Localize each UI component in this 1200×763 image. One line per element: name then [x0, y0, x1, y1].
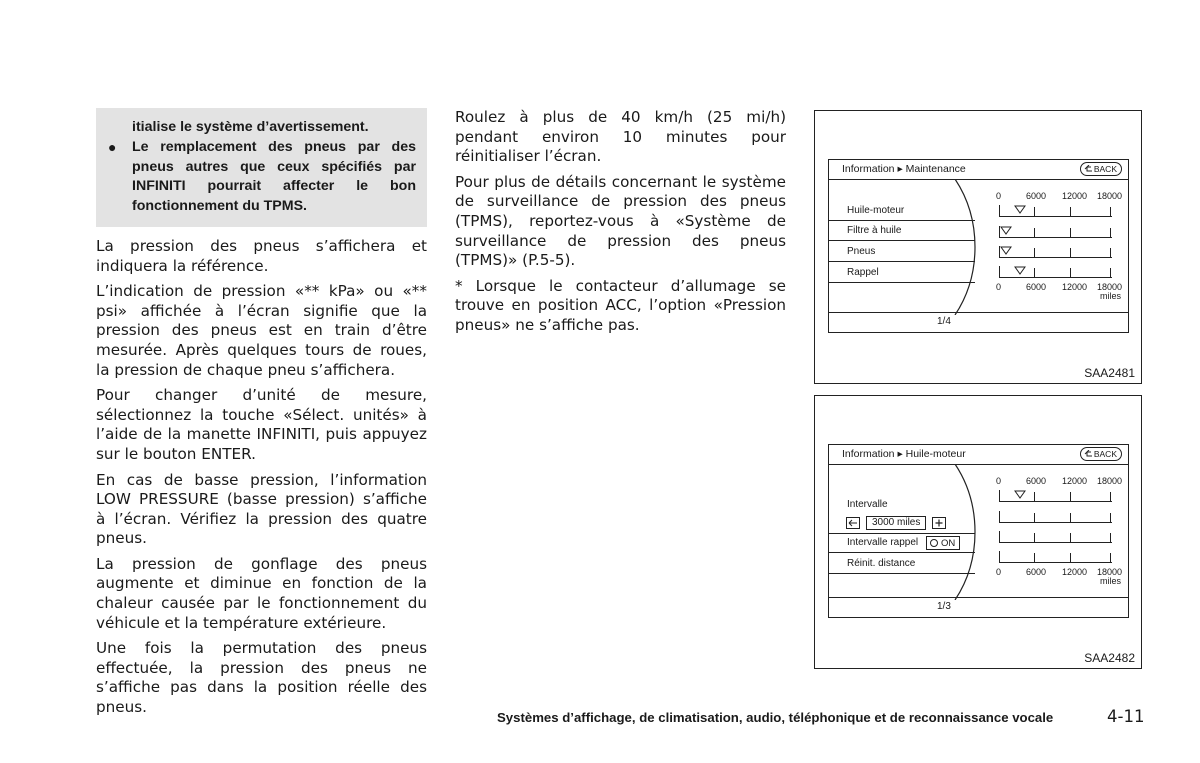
interval-bar — [999, 511, 1112, 523]
interval-bar — [999, 205, 1112, 217]
paragraph: Une fois la permutation des pneus effectuée, la pression des pneus ne s’affiche pas dans la position réelle des pneus. — [96, 639, 427, 717]
tick-label: 18000 — [1097, 282, 1123, 292]
tick-label: 18000 — [1097, 476, 1123, 486]
oil-screen — [828, 444, 1129, 618]
position-marker-icon — [1000, 226, 1012, 235]
scale-tick — [1110, 492, 1111, 501]
page-indicator: 1/3 — [937, 601, 951, 612]
plus-icon — [934, 519, 944, 527]
back-button[interactable] — [1080, 162, 1122, 176]
scale-tick — [1070, 268, 1071, 277]
paragraph: La pression des pneus s’affichera et indiquera la référence. — [96, 236, 427, 275]
menu-item-pneus[interactable] — [829, 243, 975, 262]
scale-tick — [1034, 268, 1035, 277]
maintenance-scale — [994, 186, 1123, 301]
reminder-toggle[interactable] — [926, 536, 960, 550]
page-number: 4-11 — [1107, 707, 1145, 726]
tick-label: 6000 — [1026, 282, 1047, 292]
tick-label: 0 — [996, 191, 1002, 201]
menu-panel — [829, 464, 975, 600]
interval-label: Intervalle — [847, 499, 888, 510]
section-footer: Systèmes d’affichage, de climatisation, audio, téléphonique et de reconnaissance vocale — [497, 710, 1054, 725]
menu-item-label: Rappel — [847, 267, 879, 278]
reminder-label: Intervalle rappel — [847, 537, 919, 548]
interval-value: 3000 miles — [866, 516, 926, 530]
scale-tick — [1034, 228, 1035, 237]
interval-bar — [999, 266, 1112, 278]
menu-item-filtre[interactable] — [829, 222, 975, 241]
screen-footer — [829, 312, 1128, 332]
toggle-indicator-icon — [930, 539, 938, 547]
paragraph: Roulez à plus de 40 km/h (25 mi/h) pendant environ 10 minutes pour réinitialiser l’écran. — [455, 108, 786, 166]
position-marker-icon — [1000, 246, 1012, 255]
paragraph: La pression de gonflage des pneus augmente et diminue en fonction de la chaleur causée par le fonctionnement du véhicule et la température extérieure. — [96, 554, 427, 632]
interval-bar — [999, 226, 1112, 238]
position-marker-icon — [1014, 266, 1026, 275]
menu-item-reset[interactable] — [829, 555, 975, 574]
interval-bar — [999, 246, 1112, 258]
tick-label: 18000 — [1097, 191, 1123, 201]
scale-tick — [1070, 553, 1071, 562]
menu-item-label: Huile-moteur — [847, 205, 905, 216]
back-label: BACK — [1093, 449, 1117, 459]
unit-label: miles — [1100, 576, 1122, 586]
note-bullet-text: Le remplacement des pneus par des pneus autres que ceux spécifiés par INFINITI pourrait affecter le bon fonctionnement du TPMS. — [132, 138, 416, 215]
figure-oil-interval — [814, 395, 1142, 669]
tick-label: 6000 — [1026, 476, 1047, 486]
paragraph: En cas de basse pression, l’information LOW PRESSURE (basse pression) s’affiche à l’écran. Vérifiez la pression des quatre pneus. — [96, 470, 427, 548]
note-continuation: itialise le système d’avertissement. — [132, 119, 369, 135]
tick-label: 12000 — [1062, 282, 1088, 292]
scale-tick — [1070, 533, 1071, 542]
scale-tick — [1034, 207, 1035, 216]
screen-header — [829, 160, 1128, 180]
toggle-state: ON — [941, 537, 956, 549]
figure-maintenance — [814, 110, 1142, 384]
scale-tick — [1070, 248, 1071, 257]
scale-tick — [1110, 268, 1111, 277]
scale-tick — [1070, 207, 1071, 216]
menu-item-reminder[interactable] — [829, 534, 975, 553]
menu-item-label: Filtre à huile — [847, 225, 902, 236]
note-box — [96, 108, 427, 227]
back-arrow-icon — [1084, 165, 1093, 173]
tick-label: 0 — [996, 476, 1002, 486]
screen-footer — [829, 597, 1128, 617]
paragraph: * Lorsque le contacteur d’allumage se trouve en position ACC, l’option «Pression pneus» ne s’affiche pas. — [455, 276, 786, 334]
scale-tick — [1110, 513, 1111, 522]
scale-tick — [1034, 513, 1035, 522]
menu-item-huile-moteur[interactable] — [829, 202, 975, 221]
scale-tick — [1070, 513, 1071, 522]
tick-label: 0 — [996, 567, 1002, 577]
page-indicator: 1/4 — [937, 316, 951, 327]
bullet-icon: ● — [108, 138, 117, 155]
maintenance-screen — [828, 159, 1129, 333]
scale-tick — [1110, 228, 1111, 237]
interval-bar — [999, 551, 1112, 563]
menu-panel — [829, 179, 975, 315]
unit-label: miles — [1100, 291, 1122, 301]
increase-button[interactable] — [932, 517, 946, 529]
scale-tick — [1070, 228, 1071, 237]
tick-label: 6000 — [1026, 191, 1047, 201]
figure-code: SAA2482 — [1084, 651, 1135, 665]
screen-title: Information ▸ Huile-moteur — [842, 448, 966, 460]
left-column — [96, 108, 427, 724]
scale-tick — [1034, 492, 1035, 501]
menu-item-rappel[interactable] — [829, 264, 975, 283]
position-marker-icon — [1014, 490, 1026, 499]
decrease-button[interactable] — [846, 517, 860, 529]
back-button[interactable] — [1080, 447, 1122, 461]
scale-tick — [1070, 492, 1071, 501]
tick-label: 12000 — [1062, 567, 1088, 577]
screen-header — [829, 445, 1128, 465]
scale-tick — [1034, 533, 1035, 542]
scale-tick — [1110, 248, 1111, 257]
back-label: BACK — [1093, 164, 1117, 174]
back-arrow-icon — [1084, 450, 1093, 458]
paragraph: L’indication de pression «** kPa» ou «** psi» affichée à l’écran signifie que la pression des pneus est en train d’être mesurée. Après quelques tours de roues, la pression de chaque pneu s’affichera. — [96, 282, 427, 379]
tick-label: 12000 — [1062, 476, 1088, 486]
left-body — [96, 237, 427, 718]
reset-label: Réinit. distance — [847, 558, 916, 569]
scale-tick — [1110, 533, 1111, 542]
note-bullet — [108, 138, 416, 217]
interval-stepper — [846, 516, 946, 530]
paragraph: Pour plus de détails concernant le système de surveillance de pression des pneus (TPMS), reportez-vous à «Système de surveillance de pression des pneus (TPMS)» (P.5-5). — [455, 172, 786, 270]
position-marker-icon — [1014, 205, 1026, 214]
screen-title: Information ▸ Maintenance — [842, 163, 966, 175]
scale-tick — [1034, 248, 1035, 257]
tick-label: 18000 — [1097, 567, 1123, 577]
paragraph: Pour changer d’unité de mesure, sélectionnez la touche «Sélect. unités» à l’aide de la manette INFINITI, puis appuyez sur le bouton ENTER. — [96, 386, 427, 463]
interval-bar — [999, 490, 1112, 502]
figure-code: SAA2481 — [1084, 366, 1135, 380]
middle-column — [455, 108, 786, 342]
interval-scale — [994, 471, 1123, 586]
scale-tick — [1034, 553, 1035, 562]
minus-arrow-icon — [848, 519, 858, 527]
tick-label: 6000 — [1026, 567, 1047, 577]
scale-tick — [1110, 553, 1111, 562]
tick-label: 0 — [996, 282, 1002, 292]
menu-item-label: Pneus — [847, 246, 876, 257]
tick-label: 12000 — [1062, 191, 1088, 201]
interval-bar — [999, 531, 1112, 543]
scale-tick — [1110, 207, 1111, 216]
